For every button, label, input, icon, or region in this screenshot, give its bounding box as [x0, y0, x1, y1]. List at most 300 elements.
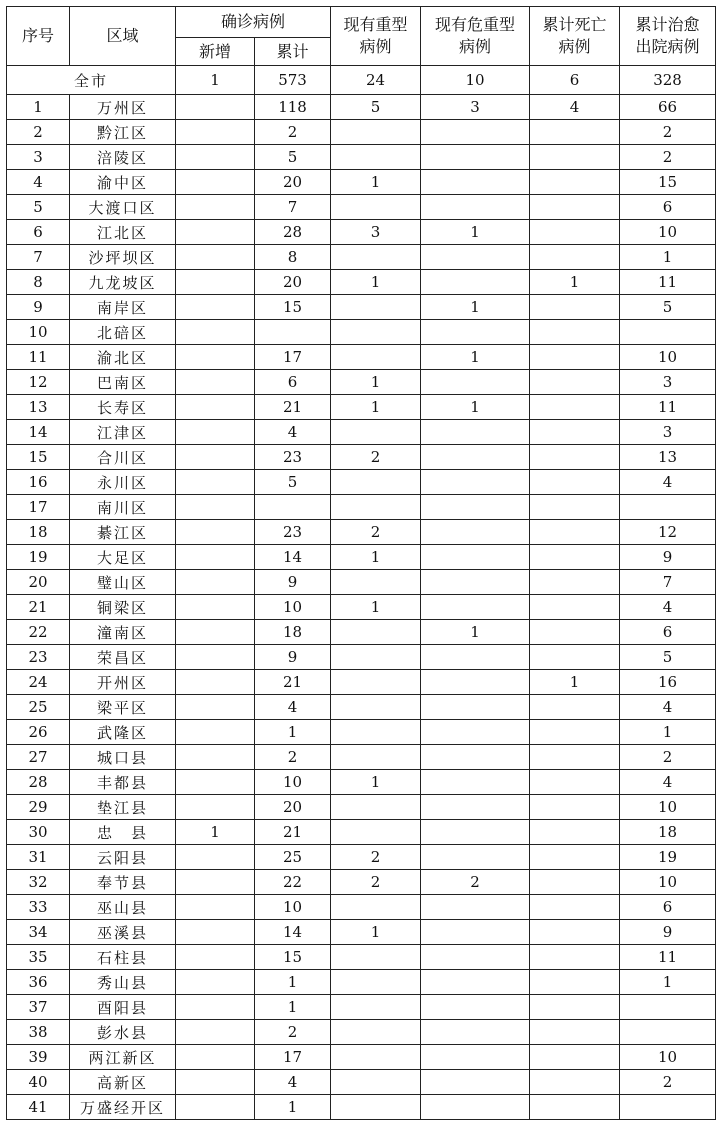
header-region: 区域: [70, 7, 176, 66]
header-recovered: [620, 7, 716, 66]
cell-recovered: [620, 495, 716, 520]
cell-severe: 2: [331, 445, 421, 470]
cell-severe: [331, 670, 421, 695]
cell-cumulative: 10: [255, 595, 331, 620]
table-row: [7, 95, 716, 120]
cell-recovered: 10: [620, 1045, 716, 1070]
cell-index: 2: [7, 120, 70, 145]
cell-region: 涪陵区: [70, 145, 176, 170]
cell-severe: [331, 245, 421, 270]
header-critical: [421, 7, 530, 66]
cell-severe: [331, 820, 421, 845]
cell-deaths: [530, 1070, 620, 1095]
cell-deaths: [530, 445, 620, 470]
cell-recovered: 1: [620, 245, 716, 270]
cell-recovered: 4: [620, 470, 716, 495]
cell-recovered: 2: [620, 745, 716, 770]
cell-severe: 2: [331, 520, 421, 545]
cell-recovered: 9: [620, 920, 716, 945]
cell-critical: 2: [421, 870, 530, 895]
table-header: [7, 7, 716, 66]
cell-deaths: [530, 945, 620, 970]
cell-new: [176, 295, 255, 320]
cell-index: 20: [7, 570, 70, 595]
cell-severe: [331, 695, 421, 720]
cell-region: 铜梁区: [70, 595, 176, 620]
cell-critical: [421, 170, 530, 195]
table-row: [7, 195, 716, 220]
cell-region: 合川区: [70, 445, 176, 470]
cell-deaths: 1: [530, 670, 620, 695]
cell-deaths: [530, 1045, 620, 1070]
cell-recovered: 1: [620, 970, 716, 995]
cell-region: 开州区: [70, 670, 176, 695]
cell-recovered: 10: [620, 220, 716, 245]
cell-region: 渝中区: [70, 170, 176, 195]
cell-deaths: [530, 170, 620, 195]
cell-severe: 3: [331, 220, 421, 245]
cell-region: 石柱县: [70, 945, 176, 970]
cell-region: 永川区: [70, 470, 176, 495]
table-row: [7, 420, 716, 445]
cell-critical: [421, 895, 530, 920]
cell-new: [176, 920, 255, 945]
cell-cumulative: 21: [255, 820, 331, 845]
table-row: [7, 520, 716, 545]
cell-critical: [421, 795, 530, 820]
cell-region: 荣昌区: [70, 645, 176, 670]
cell-recovered: 12: [620, 520, 716, 545]
table-row: [7, 1020, 716, 1045]
cell-new: [176, 320, 255, 345]
table-row: [7, 770, 716, 795]
cell-severe: [331, 570, 421, 595]
cell-deaths: [530, 245, 620, 270]
cell-severe: [331, 195, 421, 220]
cell-new: [176, 95, 255, 120]
header-new: 新增: [176, 38, 255, 66]
cell-critical: [421, 370, 530, 395]
cell-deaths: 1: [530, 270, 620, 295]
cell-index: 22: [7, 620, 70, 645]
cell-new: [176, 1095, 255, 1120]
cell-index: 34: [7, 920, 70, 945]
cell-region: 九龙坡区: [70, 270, 176, 295]
cell-region: 江北区: [70, 220, 176, 245]
cell-index: 13: [7, 395, 70, 420]
cell-region: 巫山县: [70, 895, 176, 920]
cell-critical: [421, 1045, 530, 1070]
cell-deaths: [530, 370, 620, 395]
cell-critical: [421, 720, 530, 745]
cell-severe: 1: [331, 595, 421, 620]
cell-cumulative: 14: [255, 920, 331, 945]
cell-new: [176, 545, 255, 570]
cell-recovered: 11: [620, 945, 716, 970]
cell-cumulative: 25: [255, 845, 331, 870]
table-row: [7, 695, 716, 720]
cell-critical: [421, 645, 530, 670]
cell-new: [176, 595, 255, 620]
cell-critical: [421, 670, 530, 695]
cell-critical: [421, 820, 530, 845]
cell-deaths: [530, 995, 620, 1020]
cell-severe: [331, 645, 421, 670]
table-row: [7, 295, 716, 320]
cell-deaths: [530, 470, 620, 495]
table-row: [7, 370, 716, 395]
header-recovered-line2: 出院病例: [635, 37, 700, 56]
cell-index: 11: [7, 345, 70, 370]
cell-index: 23: [7, 645, 70, 670]
cell-recovered: 7: [620, 570, 716, 595]
total-cumulative: 573: [255, 66, 331, 95]
cell-critical: [421, 445, 530, 470]
cell-region: 梁平区: [70, 695, 176, 720]
header-deaths: [530, 7, 620, 66]
cell-cumulative: 1: [255, 995, 331, 1020]
table-row: [7, 820, 716, 845]
cell-index: 39: [7, 1045, 70, 1070]
cell-severe: [331, 495, 421, 520]
table-row: [7, 670, 716, 695]
table-row: [7, 120, 716, 145]
cell-region: 丰都县: [70, 770, 176, 795]
cell-deaths: 4: [530, 95, 620, 120]
cell-severe: [331, 470, 421, 495]
header-deaths-line1: 累计死亡: [542, 15, 607, 34]
table-body: [7, 66, 716, 1120]
cell-index: 29: [7, 795, 70, 820]
cell-index: 3: [7, 145, 70, 170]
cell-index: 27: [7, 745, 70, 770]
cell-index: 25: [7, 695, 70, 720]
cell-critical: [421, 970, 530, 995]
total-deaths: 6: [530, 66, 620, 95]
cell-index: 8: [7, 270, 70, 295]
cell-critical: 3: [421, 95, 530, 120]
table-row: [7, 220, 716, 245]
cell-severe: [331, 1070, 421, 1095]
cell-index: 37: [7, 995, 70, 1020]
cell-recovered: 4: [620, 695, 716, 720]
cell-new: [176, 170, 255, 195]
cell-region: 长寿区: [70, 395, 176, 420]
cell-new: [176, 720, 255, 745]
total-new: 1: [176, 66, 255, 95]
cell-severe: [331, 795, 421, 820]
table-row: [7, 345, 716, 370]
cell-recovered: [620, 1095, 716, 1120]
cell-region: 南岸区: [70, 295, 176, 320]
cell-region: 两江新区: [70, 1045, 176, 1070]
cell-cumulative: 14: [255, 545, 331, 570]
cell-severe: 1: [331, 920, 421, 945]
cell-severe: [331, 895, 421, 920]
cell-index: 32: [7, 870, 70, 895]
cell-region: 綦江区: [70, 520, 176, 545]
cell-new: [176, 220, 255, 245]
cell-cumulative: 7: [255, 195, 331, 220]
cell-recovered: 2: [620, 1070, 716, 1095]
table-row: [7, 845, 716, 870]
cell-region: 江津区: [70, 420, 176, 445]
cell-recovered: [620, 1020, 716, 1045]
cell-index: 7: [7, 245, 70, 270]
cell-cumulative: 20: [255, 170, 331, 195]
cell-region: 南川区: [70, 495, 176, 520]
cell-region: 武隆区: [70, 720, 176, 745]
cell-recovered: 4: [620, 770, 716, 795]
cell-index: 33: [7, 895, 70, 920]
cell-new: [176, 370, 255, 395]
cell-critical: 1: [421, 345, 530, 370]
cell-index: 26: [7, 720, 70, 745]
cell-severe: [331, 995, 421, 1020]
cell-critical: [421, 520, 530, 545]
cell-recovered: 10: [620, 870, 716, 895]
cell-index: 1: [7, 95, 70, 120]
cell-recovered: [620, 320, 716, 345]
cell-severe: [331, 295, 421, 320]
cell-index: 40: [7, 1070, 70, 1095]
cell-region: 巫溪县: [70, 920, 176, 945]
cell-cumulative: 20: [255, 270, 331, 295]
cell-deaths: [530, 545, 620, 570]
cell-critical: [421, 995, 530, 1020]
cell-recovered: 11: [620, 270, 716, 295]
cell-new: 1: [176, 820, 255, 845]
cell-region: 彭水县: [70, 1020, 176, 1045]
cell-index: 24: [7, 670, 70, 695]
cell-new: [176, 945, 255, 970]
cell-region: 黔江区: [70, 120, 176, 145]
cell-cumulative: 118: [255, 95, 331, 120]
cell-deaths: [530, 895, 620, 920]
cell-index: 28: [7, 770, 70, 795]
cell-cumulative: 4: [255, 1070, 331, 1095]
cell-cumulative: 2: [255, 120, 331, 145]
cell-recovered: 4: [620, 595, 716, 620]
cell-critical: [421, 420, 530, 445]
total-label: 全市: [7, 66, 176, 95]
header-severe: [331, 7, 421, 66]
cell-index: 17: [7, 495, 70, 520]
case-statistics-table: [6, 6, 716, 1120]
table-row: [7, 595, 716, 620]
table-row: [7, 170, 716, 195]
cell-recovered: 18: [620, 820, 716, 845]
cell-cumulative: 23: [255, 520, 331, 545]
cell-critical: 1: [421, 220, 530, 245]
cell-deaths: [530, 345, 620, 370]
cell-new: [176, 995, 255, 1020]
cell-recovered: 11: [620, 395, 716, 420]
cell-critical: [421, 470, 530, 495]
cell-deaths: [530, 695, 620, 720]
cell-critical: [421, 270, 530, 295]
cell-cumulative: 9: [255, 570, 331, 595]
table-row: [7, 745, 716, 770]
cell-recovered: 6: [620, 195, 716, 220]
cell-new: [176, 870, 255, 895]
table-row: [7, 495, 716, 520]
table-row: [7, 545, 716, 570]
cell-recovered: 6: [620, 895, 716, 920]
cell-index: 30: [7, 820, 70, 845]
cell-critical: [421, 570, 530, 595]
cell-new: [176, 695, 255, 720]
cell-cumulative: 1: [255, 1095, 331, 1120]
header-critical-line2: 病例: [459, 37, 492, 56]
cell-recovered: 16: [620, 670, 716, 695]
cell-recovered: 3: [620, 370, 716, 395]
cell-region: 高新区: [70, 1070, 176, 1095]
total-critical: 10: [421, 66, 530, 95]
cell-new: [176, 670, 255, 695]
cell-severe: [331, 745, 421, 770]
cell-critical: 1: [421, 395, 530, 420]
cell-recovered: 10: [620, 795, 716, 820]
cell-severe: [331, 320, 421, 345]
cell-recovered: 5: [620, 645, 716, 670]
cell-deaths: [530, 720, 620, 745]
cell-region: 云阳县: [70, 845, 176, 870]
cell-deaths: [530, 770, 620, 795]
cell-critical: [421, 120, 530, 145]
cell-severe: 1: [331, 545, 421, 570]
cell-cumulative: 15: [255, 295, 331, 320]
table-row: [7, 620, 716, 645]
cell-deaths: [530, 220, 620, 245]
cell-region: 北碚区: [70, 320, 176, 345]
table-row: [7, 1045, 716, 1070]
cell-severe: 1: [331, 395, 421, 420]
cell-deaths: [530, 620, 620, 645]
cell-deaths: [530, 195, 620, 220]
cell-deaths: [530, 845, 620, 870]
cell-critical: [421, 920, 530, 945]
table-row: [7, 870, 716, 895]
table-row: [7, 970, 716, 995]
cell-critical: [421, 945, 530, 970]
cell-recovered: 3: [620, 420, 716, 445]
cell-region: 璧山区: [70, 570, 176, 595]
cell-region: 城口县: [70, 745, 176, 770]
cell-new: [176, 1070, 255, 1095]
cell-severe: [331, 345, 421, 370]
cell-recovered: 2: [620, 145, 716, 170]
cell-region: 忠 县: [70, 820, 176, 845]
cell-new: [176, 470, 255, 495]
cell-critical: [421, 1020, 530, 1045]
cell-recovered: 19: [620, 845, 716, 870]
cell-region: 巴南区: [70, 370, 176, 395]
cell-cumulative: 21: [255, 670, 331, 695]
header-severe-line1: 现有重型: [343, 15, 408, 34]
cell-cumulative: 10: [255, 895, 331, 920]
cell-region: 奉节县: [70, 870, 176, 895]
cell-severe: [331, 945, 421, 970]
table-row: [7, 570, 716, 595]
cell-deaths: [530, 920, 620, 945]
cell-severe: 1: [331, 270, 421, 295]
cell-deaths: [530, 570, 620, 595]
cell-new: [176, 245, 255, 270]
table-row: [7, 945, 716, 970]
header-index: 序号: [7, 7, 70, 66]
cell-cumulative: 18: [255, 620, 331, 645]
cell-deaths: [530, 1020, 620, 1045]
cell-critical: [421, 320, 530, 345]
cell-index: 38: [7, 1020, 70, 1045]
cell-index: 35: [7, 945, 70, 970]
table-row: [7, 795, 716, 820]
cell-cumulative: [255, 495, 331, 520]
cell-cumulative: 2: [255, 745, 331, 770]
cell-deaths: [530, 320, 620, 345]
cell-index: 31: [7, 845, 70, 870]
cell-new: [176, 745, 255, 770]
cell-deaths: [530, 820, 620, 845]
cell-deaths: [530, 1095, 620, 1120]
cell-severe: [331, 145, 421, 170]
cell-cumulative: 17: [255, 1045, 331, 1070]
header-recovered-line1: 累计治愈: [635, 15, 700, 34]
cell-new: [176, 145, 255, 170]
cell-recovered: 10: [620, 345, 716, 370]
total-row: [7, 66, 716, 95]
cell-critical: [421, 1070, 530, 1095]
cell-new: [176, 120, 255, 145]
cell-recovered: 2: [620, 120, 716, 145]
cell-new: [176, 495, 255, 520]
cell-critical: [421, 770, 530, 795]
cell-index: 12: [7, 370, 70, 395]
cell-critical: [421, 145, 530, 170]
total-recovered: 328: [620, 66, 716, 95]
cell-severe: [331, 720, 421, 745]
cell-critical: [421, 745, 530, 770]
cell-deaths: [530, 595, 620, 620]
cell-critical: [421, 695, 530, 720]
cell-cumulative: 9: [255, 645, 331, 670]
cell-severe: [331, 620, 421, 645]
cell-region: 垫江县: [70, 795, 176, 820]
cell-new: [176, 195, 255, 220]
table-row: [7, 995, 716, 1020]
cell-critical: [421, 1095, 530, 1120]
cell-new: [176, 445, 255, 470]
cell-recovered: 66: [620, 95, 716, 120]
cell-deaths: [530, 295, 620, 320]
cell-deaths: [530, 795, 620, 820]
cell-index: 9: [7, 295, 70, 320]
cell-severe: [331, 420, 421, 445]
cell-region: 渝北区: [70, 345, 176, 370]
cell-recovered: [620, 995, 716, 1020]
cell-index: 6: [7, 220, 70, 245]
cell-region: 秀山县: [70, 970, 176, 995]
cell-cumulative: 17: [255, 345, 331, 370]
cell-deaths: [530, 520, 620, 545]
table-row: [7, 1095, 716, 1120]
cell-new: [176, 1045, 255, 1070]
cell-severe: 1: [331, 170, 421, 195]
table-row: [7, 395, 716, 420]
cell-severe: [331, 1045, 421, 1070]
cell-index: 21: [7, 595, 70, 620]
